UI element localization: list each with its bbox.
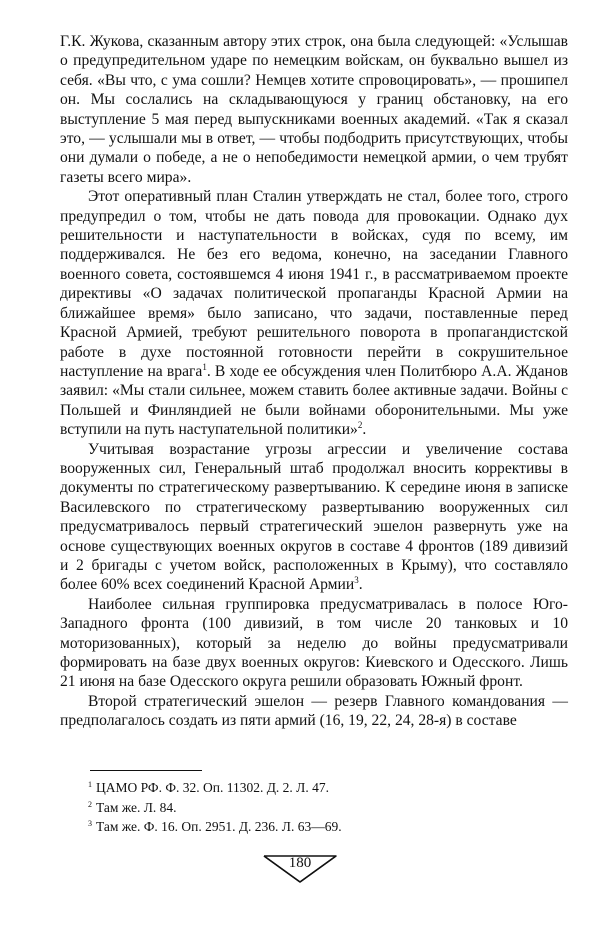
footnote-mark: 3 (88, 819, 92, 828)
paragraph (60, 187, 568, 439)
page-number: 180 (288, 855, 312, 871)
footnote (88, 778, 528, 798)
paragraph-text: Наиболее сильная группировка предусматривалась в полосе Юго-Западного фронта (100 дивизий, в том числе 20 танковых и 10 моторизованных), который за неделю до войны предусматривали формировать на базе двух военных округов: Киевского и Одесского. Лишь 21 июня на базе Одесского округа решили образовать Южный фронт. (60, 595, 568, 691)
paragraph (60, 440, 568, 595)
footnote-ref[interactable]: 3 (354, 575, 359, 586)
footnote-text: Там же. Ф. 16. Оп. 2951. Д. 236. Л. 63—69. (96, 819, 342, 834)
footnote (88, 798, 528, 818)
footnote-text: ЦАМО РФ. Ф. 32. Оп. 11302. Д. 2. Л. 47. (96, 780, 329, 795)
footnote-mark: 2 (88, 799, 92, 809)
paragraph-text: . (362, 421, 367, 439)
footnote-ref[interactable]: 2 (357, 420, 363, 431)
paragraph-text: . (358, 576, 363, 594)
footnote-text: Там же. Л. 84. (96, 799, 177, 815)
paragraph-text: Г.К. Жукова, сказанным автору этих строк, она была следующей: «Услышав о предупредительном ударе по немецким войскам, он буквально вышел из себя. «Вы что, с ума сошли? Немцев хотите спровоцировать», — прошипел он. Мы сослались на складывающуюся у границ обстановку, на его выступление 5 мая перед выпускниками военных академий. «Так я сказал это, — услышали мы в ответ, — чтобы подбодрить присутствующих, чтобы они думали о победе, а не о непобедимости немецкой армии, о чем трубят газеты всего мира». (60, 33, 568, 186)
paragraph-text: Второй стратегический эшелон — резерв Главного командования — предполагалось создать из пяти армий (16, 19, 22, 24, 28-я) в составе (60, 692, 568, 730)
footnote-mark: 1 (88, 780, 92, 789)
page-number-badge (262, 854, 338, 884)
paragraph-text: Этот оперативный план Сталин утверждать не стал, более того, строго предупредил о том, чтобы не дать повода для провокации. Однако дух решительности и наступательности в войсках, судя по всему, им поддерживался. Не без его ведома, конечно, на заседании Главного военного совета, состоявшемся 4 июня 1941 г., в рассматриваемом проекте директивы «О задачах политической пропаганды Красной Армии на ближайшее время» было записано, что задачи, поставленные перед Красной Армией, требуют решительного поворота в пропагандистской работе в духе постоянной готовности перейти в сокрушительное наступление на врага (60, 188, 568, 380)
paragraph (60, 595, 568, 692)
page-body (60, 32, 568, 731)
paragraph (60, 32, 568, 187)
footnotes (88, 778, 528, 837)
paragraph-text: . В ходе ее обсуждения член Политбюро А.А. Жданов заявил: «Мы стали сильнее, можем ставить более активные задачи. Войны с Польшей и Финляндией не были войнами оборонительными. Мы уже вступили на путь наступательной политики» (60, 362, 569, 439)
paragraph (60, 692, 568, 731)
paragraph-text: Учитывая возрастание угрозы агрессии и увеличение состава вооруженных сил, Генеральный штаб продолжал вносить коррективы в документы по стратегическому развертыванию. К середине июня в записке Василевского по стратегическому развертыванию вооруженных сил предусматривалось первый стратегический эшелон развернуть уже на основе существующих военных округов в составе 4 фронтов (189 дивизий и 2 бригады с учетом войск, расположенных в Крыму), что составляло более 60% всех соединений Красной Армии (60, 440, 568, 594)
footnote (88, 817, 528, 837)
footnote-ref[interactable]: 1 (202, 361, 207, 372)
footnote-divider (90, 770, 202, 771)
